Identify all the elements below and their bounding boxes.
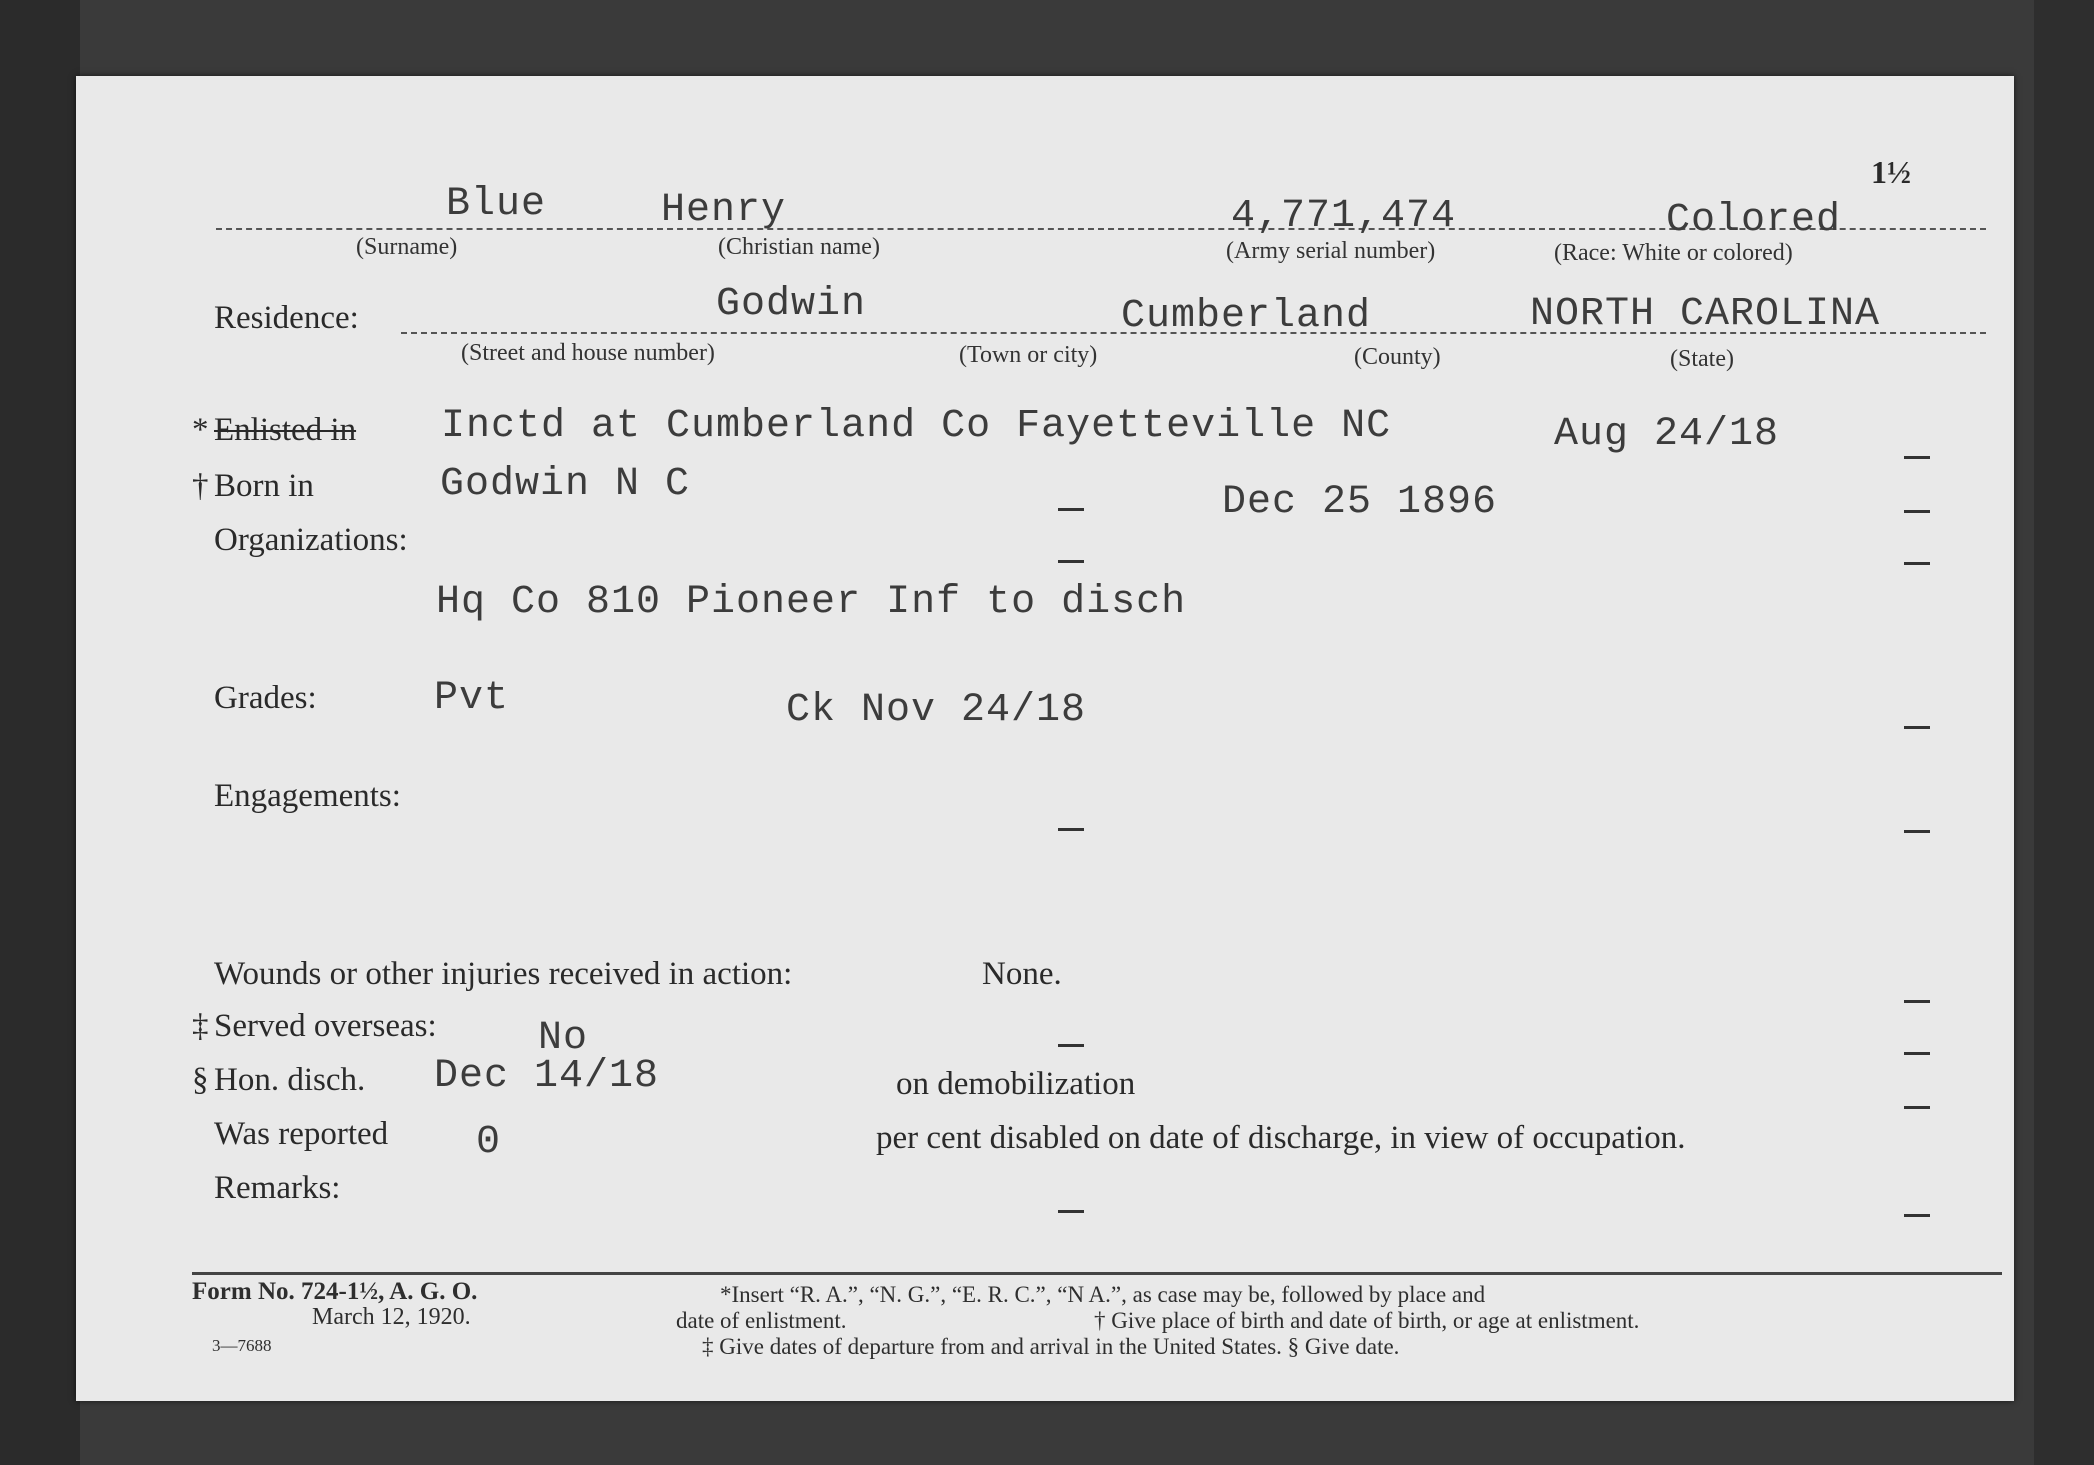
overseas-dash xyxy=(1904,1052,1930,1055)
engagements-label: Engagements: xyxy=(214,778,401,814)
remarks-dash xyxy=(1904,1214,1930,1217)
organizations-dash xyxy=(1904,562,1930,565)
organizations-value: Hq Co 810 Pioneer Inf to disch xyxy=(436,580,1187,625)
form-number: Form No. 724-1½, A. G. O. xyxy=(192,1278,478,1305)
enlisted-date: Aug 24/18 xyxy=(1554,412,1780,457)
born-dash xyxy=(1904,510,1930,513)
disability-suffix: per cent disabled on date of discharge, in view of occupation. xyxy=(876,1120,1686,1156)
grades-dash xyxy=(1904,726,1930,729)
overseas-prefix: ‡ xyxy=(192,1008,209,1044)
discharge-dash xyxy=(1904,1106,1930,1109)
enlisted-prefix: * xyxy=(192,412,209,448)
enlisted-label: Enlisted in xyxy=(214,412,357,448)
town-caption: (Town or city) xyxy=(959,342,1098,368)
disability-value: 0 xyxy=(476,1120,502,1165)
background-right xyxy=(2034,0,2094,1465)
overseas-label: Served overseas: xyxy=(214,1008,437,1044)
organizations-mid-dash xyxy=(1058,560,1084,563)
born-mid-dash xyxy=(1058,508,1084,511)
residence-state-value: NORTH CAROLINA xyxy=(1530,292,1881,337)
wounds-dash xyxy=(1904,1000,1930,1003)
grades-note: Ck Nov 24/18 xyxy=(786,688,1087,733)
discharge-prefix: § xyxy=(192,1062,209,1098)
discharge-suffix: on demobilization xyxy=(896,1066,1136,1102)
engagements-mid-dash xyxy=(1058,828,1084,831)
race-value: Colored xyxy=(1666,198,1842,243)
street-caption: (Street and house number) xyxy=(461,340,715,366)
serial-number-caption: (Army serial number) xyxy=(1226,238,1436,264)
engagements-dash xyxy=(1904,830,1930,833)
discharge-label: Hon. disch. xyxy=(214,1062,366,1098)
remarks-mid-dash xyxy=(1058,1210,1084,1213)
organizations-label: Organizations: xyxy=(214,522,408,558)
page-marker: 1½ xyxy=(1871,154,1911,190)
footnote-line-3: ‡ Give dates of departure from and arrival in the United States. § Give date. xyxy=(702,1334,1400,1359)
overseas-mid-dash xyxy=(1058,1044,1084,1047)
wounds-value: None. xyxy=(982,956,1062,992)
discharge-value: Dec 14/18 xyxy=(434,1054,660,1099)
christian-name-caption: (Christian name) xyxy=(718,234,880,260)
grades-value: Pvt xyxy=(434,676,510,721)
born-prefix: † xyxy=(192,468,209,504)
remarks-label: Remarks: xyxy=(214,1170,341,1206)
surname-caption: (Surname) xyxy=(356,234,458,260)
christian-name-value: Henry xyxy=(661,188,787,233)
surname-value: Blue xyxy=(446,182,547,227)
enlisted-dash xyxy=(1904,456,1930,459)
residence-county-value: Cumberland xyxy=(1121,294,1372,339)
wounds-label: Wounds or other injuries received in action: xyxy=(214,956,793,992)
disability-label: Was reported xyxy=(214,1116,389,1152)
enlisted-value: Inctd at Cumberland Co Fayetteville NC xyxy=(441,404,1392,449)
footer-rule xyxy=(192,1272,2002,1275)
serial-number-value: 4,771,474 xyxy=(1231,194,1457,239)
residence-label: Residence: xyxy=(214,300,359,336)
background-left xyxy=(0,0,80,1465)
born-value: Godwin N C xyxy=(440,462,691,507)
born-date: Dec 25 1896 xyxy=(1222,480,1498,525)
footnote-line-1: *Insert “R. A.”, “N. G.”, “E. R. C.”, “N A.”, as case may be, followed by place and xyxy=(720,1282,1486,1307)
footnote-line-2a: date of enlistment. xyxy=(676,1308,847,1333)
record-card xyxy=(76,76,2014,1401)
race-caption: (Race: White or colored) xyxy=(1554,240,1793,266)
grades-label: Grades: xyxy=(214,680,317,716)
state-caption: (State) xyxy=(1670,346,1734,372)
footnote-line-2b: † Give place of birth and date of birth, or age at enlistment. xyxy=(1094,1308,1640,1333)
form-date: March 12, 1920. xyxy=(312,1304,471,1330)
county-caption: (County) xyxy=(1354,344,1441,370)
overseas-value: No xyxy=(538,1016,589,1061)
residence-town-value: Godwin xyxy=(716,282,867,327)
print-code: 3—7688 xyxy=(212,1336,272,1355)
born-label: Born in xyxy=(214,468,314,504)
